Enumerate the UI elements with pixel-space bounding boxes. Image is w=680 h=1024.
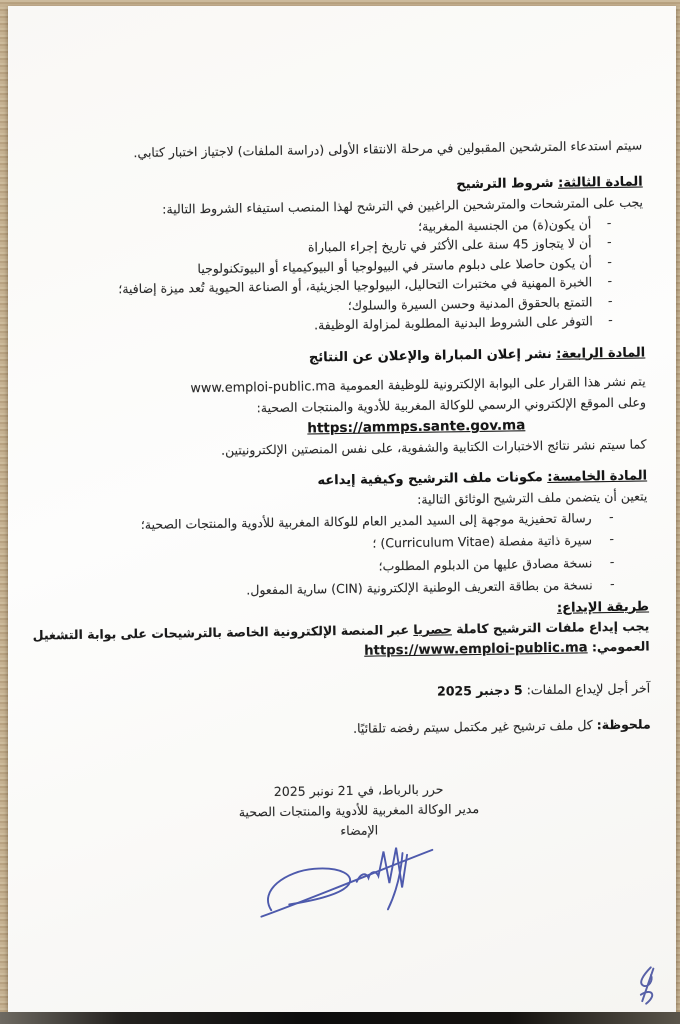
url-ammps: https://ammps.sante.gov.ma <box>307 417 526 437</box>
exclusively-emphasis: حصريا <box>413 621 452 637</box>
note-text: كل ملف ترشيح غير مكتمل سيتم رفضه تلقائيًا. <box>352 716 593 736</box>
paragraph-text: العمومي: <box>591 637 650 654</box>
list-item-text: سيرة ذاتية مفصلة (Curriculum Vitae) ؛ <box>372 532 593 551</box>
article4-heading-number: المادة الرابعة: <box>556 344 646 362</box>
deposit-method-heading: طريقة الإيداع: <box>556 598 650 616</box>
article5-documents-list <box>50 507 649 603</box>
dash-bullet: - <box>606 214 612 230</box>
article4-heading <box>47 343 645 371</box>
dash-bullet: - <box>607 253 612 269</box>
article3-lead: يجب على المترشحات والمترشحين الراغبين في الترشح لهذا المنصب استيفاء الشروط التالية: <box>162 194 644 217</box>
article5-heading-number: المادة الخامسة: <box>547 467 648 485</box>
dash-bullet: - <box>608 508 614 524</box>
list-item-text: أن يكون حاصلا على دبلوم ماستر في البيولوجيا أو البيوكيمياء أو البيوتكنولوجيا <box>197 254 592 276</box>
list-item-text: نسخة مصادق عليها من الدبلوم المطلوب؛ <box>378 554 593 573</box>
note-label: ملحوظة: <box>596 715 651 732</box>
dash-bullet: - <box>607 292 613 308</box>
list-item-text: أن لا يتجاوز 45 سنة على الأكثر في تاريخ إجراء المباراة <box>307 235 592 255</box>
list-item-text: أن يكون(ة) من الجنسية المغربية؛ <box>418 215 592 234</box>
dash-bullet: - <box>607 272 613 289</box>
closing-signature-label: الإمضاء <box>340 822 379 839</box>
paragraph-text: عبر المنصة الإلكترونية الخاصة بالترشيحات على بوابة التشغيل <box>32 622 410 643</box>
list-item-text: رسالة تحفيزية موجهة إلى السيد المدير العام للوكالة المغربية للأدوية والمنتجات الصحية؛ <box>140 509 592 532</box>
article3-heading-number: المادة الثالثة: <box>557 174 643 191</box>
dash-bullet: - <box>606 233 612 250</box>
dash-bullet: - <box>610 575 615 592</box>
article5-heading-text: مكونات ملف الترشيح وكيفية إيداعه <box>317 469 548 488</box>
dash-bullet: - <box>609 530 615 547</box>
scan-bottom-edge <box>0 1012 680 1024</box>
deadline-date: 5 دجنبر 2025 <box>436 682 523 699</box>
closing-place-date: حرر بالرباط، في 21 نونبر 2025 <box>273 781 444 800</box>
dash-bullet: - <box>609 553 615 569</box>
dash-bullet: - <box>608 311 613 328</box>
paragraph-text: يجب إيداع ملفات الترشيح كاملة <box>456 618 650 637</box>
article5-lead: يتعين أن يتضمن ملف الترشيح الوثائق التالية: <box>417 488 648 507</box>
closing-director-title: مدير الوكالة المغربية للأدوية والمنتجات الصحية <box>238 801 480 820</box>
url-emploi-public-https: https://www.emploi-public.ma <box>364 639 588 659</box>
list-item-text: التمتع بالحقوق المدنية وحسن السيرة والسلوك؛ <box>347 293 593 313</box>
closing-block <box>224 779 495 843</box>
deadline-line <box>52 678 650 706</box>
page-initials-mark-icon <box>624 963 665 1008</box>
handwritten-signature-icon <box>249 840 440 933</box>
article4-paragraph-line2: وعلى الموقع الإلكتروني الرسمي للوكالة المغربية للأدوية والمنتجات الصحية: <box>256 393 647 415</box>
list-item-text: التوفر على الشروط البدنية المطلوبة لمزاولة الوظيفة. <box>313 313 593 333</box>
article3-heading-text: شروط الترشيح <box>456 175 559 192</box>
article3-conditions-list <box>45 213 645 339</box>
url-emploi-public-www: www.emploi-public.ma <box>190 379 336 397</box>
deadline-label: آخر أجل لإيداع الملفات: <box>526 680 651 698</box>
list-item-text: نسخة من بطاقة التعريف الوطنية الإلكترونية (CIN) سارية المفعول. <box>246 577 593 598</box>
document-content <box>8 6 676 1012</box>
intro-paragraph: سيتم استدعاء المترشحين المقبولين في مرحلة الانتقاء الأولى (دراسة الملفات) لاجتياز اختبار كتابي. <box>133 137 643 161</box>
document-page <box>8 6 676 1012</box>
note-line <box>53 714 651 742</box>
article4-heading-text: نشر إعلان المباراة والإعلان عن النتائج <box>308 346 557 365</box>
article4-paragraph-line3: كما سيتم نشر نتائج الاختبارات الكتابية والشفوية، على نفس المنصتين الإلكترونيتين. <box>220 436 647 458</box>
list-item-text: الخبرة المهنية في مختبرات التحاليل، البيولوجيا الجزيئية، أو الصناعة الحيوية تُعد ميزة إضافية؛ <box>118 274 593 297</box>
paragraph-text: يتم نشر هذا القرار على البوابة الإلكترونية للوظيفة العمومية <box>339 373 646 394</box>
